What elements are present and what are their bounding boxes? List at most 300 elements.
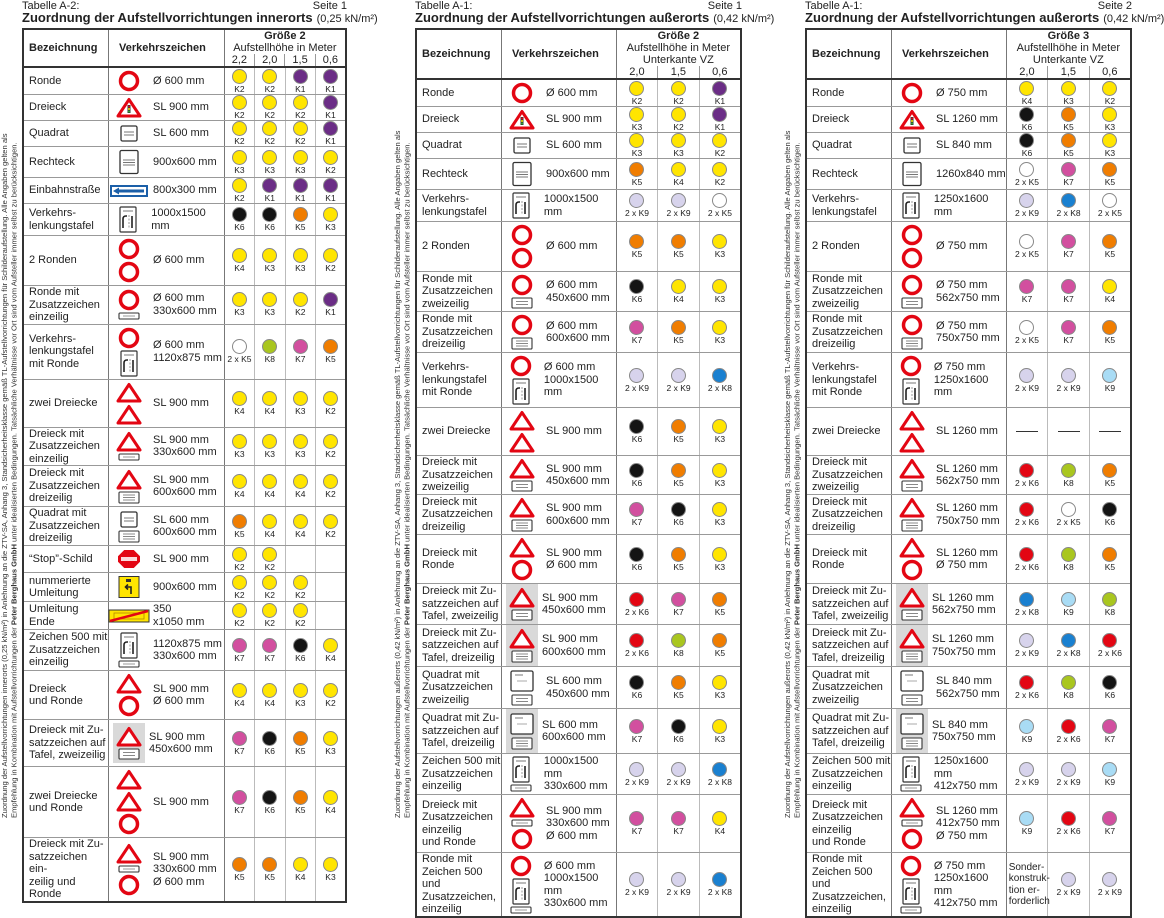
row-label: 2 Ronden — [23, 236, 109, 286]
sign-group — [109, 767, 224, 837]
stability-class-cell — [255, 546, 285, 573]
sign-group — [109, 573, 224, 601]
size-class: Größe 2 — [264, 30, 306, 42]
sign-group — [109, 508, 224, 545]
stability-class-cell — [616, 667, 658, 709]
stability-class-cell — [1048, 754, 1090, 795]
class-color-dot — [1102, 592, 1117, 607]
stability-class-label: K3 — [714, 561, 726, 572]
stability-class-cell — [1006, 709, 1048, 754]
table-row — [416, 584, 741, 625]
sign-dimensions: 1250x1600 mm 412x750 mm — [933, 755, 998, 793]
class-color-dot — [232, 474, 247, 489]
sign-cell — [502, 456, 617, 495]
stability-class-label: K7 — [1021, 294, 1033, 304]
ronde-sign-icon — [116, 327, 142, 349]
table-row — [23, 546, 346, 573]
class-color-dot — [1061, 463, 1076, 478]
sign-stack — [502, 495, 542, 534]
sign-cell — [502, 667, 617, 709]
stability-class-label: K2 — [264, 110, 276, 120]
sign-group — [502, 190, 616, 221]
class-color-dot — [1102, 872, 1117, 887]
side-note-text: unter idealisierten Bedingungen. Tatsächliche Verhältnisse vor Ort sind vom Aufsteller immer selbst zu berücksichtigen. — [792, 142, 802, 545]
stability-class-label: 2 x K9 — [666, 208, 691, 218]
stability-class-cell — [315, 602, 346, 630]
stability-class-cell — [285, 204, 315, 236]
row-label: Dreieck — [23, 95, 109, 121]
stability-class-cell — [1006, 107, 1048, 133]
table-row — [806, 754, 1131, 795]
stability-class-cell — [224, 630, 254, 671]
row-label: Einbahnstraße — [23, 178, 109, 204]
stability-class-label: K6 — [631, 294, 643, 304]
sign-group — [109, 68, 224, 94]
stability-class-label: 2 x K6 — [1014, 477, 1040, 488]
stability-class-label: K2 — [234, 83, 245, 94]
class-color-dot — [712, 107, 727, 122]
dreieck-sign-icon — [509, 537, 535, 558]
stability-class-label: K9 — [1021, 826, 1033, 836]
row-label: Ronde mit Zeichen 500 und Zusatzzeichen, einzeilig — [806, 853, 892, 918]
sign-group — [892, 584, 1006, 624]
class-color-dot — [1061, 234, 1076, 249]
sign-group — [109, 723, 224, 763]
table-row — [23, 720, 346, 767]
stability-class-label: 2 x K9 — [1056, 887, 1081, 897]
sign-dimensions: SL 900 mm 600x600 mm — [542, 633, 606, 658]
stability-class-label: K7 — [1104, 826, 1116, 836]
mounting-panel — [896, 625, 928, 666]
class-color-dot — [712, 675, 727, 690]
ronde-sign-icon — [898, 355, 924, 377]
stability-class-cell — [1048, 709, 1090, 754]
stability-class-label: 2 x K8 — [1056, 208, 1081, 218]
row-label: Quadrat mit Zusatzzeichen zweizeilig — [416, 667, 502, 709]
stability-class-label: K1 — [325, 307, 336, 318]
dreieck-sign-icon — [509, 458, 535, 479]
sign-dimensions: SL 900 mm — [546, 425, 602, 438]
stability-class-label: 2 x K6 — [624, 606, 650, 617]
class-color-dot — [671, 719, 686, 734]
class-color-dot — [671, 872, 686, 887]
row-label: Dreieck mit Zu- satzzeichen auf Tafel, zweizeilig — [806, 584, 892, 625]
table-row — [416, 535, 741, 584]
stability-class-cell — [1048, 190, 1090, 222]
sign-cell — [892, 667, 1007, 709]
stability-class-cell — [1089, 107, 1131, 133]
stability-class-label: K5 — [295, 222, 306, 232]
stability-class-label: K6 — [631, 434, 643, 444]
class-color-dot — [232, 339, 247, 354]
sign-dimensions: Ø 600 mm — [546, 240, 598, 253]
stability-class-label: 2 x K9 — [1014, 382, 1040, 393]
not-applicable-dash — [1016, 431, 1038, 432]
stability-class-cell — [1048, 456, 1090, 495]
quadrat-gross-sign-icon — [898, 669, 926, 693]
stability-class-cell — [224, 324, 254, 379]
class-color-dot — [232, 547, 247, 562]
zusatz-2-sign-icon — [116, 748, 142, 760]
sign-group — [502, 408, 616, 455]
class-color-dot — [629, 107, 644, 122]
stability-class-label: K6 — [295, 652, 306, 663]
stability-class-label: 2 x K5 — [1014, 334, 1040, 345]
class-color-dot — [323, 391, 338, 406]
class-color-dot — [1019, 762, 1034, 777]
side-note-text: unter idealisierten Bedingungen. Tatsächliche Verhältnisse vor Ort sind vom Aufsteller immer selbst zu berücksichtigen. — [9, 142, 19, 545]
class-color-dot — [671, 419, 686, 434]
group-header — [1007, 30, 1130, 78]
size-class: Größe 3 — [1047, 30, 1090, 42]
sign-cell — [892, 495, 1007, 535]
height-value: 2,2 — [231, 54, 248, 66]
stability-class-label: K3 — [1104, 148, 1116, 158]
zusatz-1-sign-icon — [899, 819, 925, 827]
class-color-dot — [293, 150, 308, 165]
stability-class-label: K7 — [234, 804, 245, 815]
sign-dimensions: SL 840 mm 750x750 mm — [932, 718, 996, 743]
stability-class-cell — [255, 466, 285, 507]
table-panel — [393, 0, 775, 916]
stability-class-label: 2 x K6 — [1014, 561, 1040, 572]
sign-dimensions: 350 x1050 mm — [153, 603, 205, 628]
stability-class-label: K3 — [673, 148, 684, 158]
stability-class-cell — [1048, 495, 1090, 535]
sign-dimensions: SL 900 mm 450x600 mm — [546, 462, 610, 487]
ronde-sign-icon — [899, 82, 925, 104]
stability-class-label: K5 — [234, 528, 245, 539]
stability-class-cell — [255, 121, 285, 147]
sign-dimensions: Ø 600 mm 330x600 mm — [153, 292, 217, 317]
stability-class-label: K1 — [325, 110, 336, 120]
row-label: Dreieck mit Ronde — [416, 535, 502, 584]
dreieck-sign-icon — [116, 382, 142, 403]
stability-class-cell — [224, 178, 254, 204]
class-color-dot — [629, 81, 644, 96]
stability-class-cell — [255, 178, 285, 204]
sign-cell — [109, 466, 225, 507]
stability-class-label: K3 — [1063, 95, 1074, 106]
stability-class-cell — [285, 379, 315, 427]
column-header-name: Bezeichnung — [806, 29, 892, 79]
stability-class-label: K3 — [714, 477, 726, 488]
stability-class-label: K5 — [673, 477, 684, 488]
sign-cell — [502, 584, 617, 625]
row-label: Dreieck mit Zusatzzeichen dreizeilig — [806, 495, 892, 535]
dreieck-sign-icon — [899, 497, 925, 518]
stability-class-label: K5 — [1104, 334, 1116, 345]
ronde-sign-icon — [899, 247, 925, 269]
class-color-dot — [712, 872, 727, 887]
sign-dimensions: SL 900 mm — [546, 113, 602, 126]
stability-class-label: 2 x K6 — [1056, 733, 1081, 744]
stability-class-label: K1 — [325, 83, 336, 94]
stability-class-label: K2 — [264, 561, 276, 572]
table-row — [416, 222, 741, 272]
stability-class-label: 2 x K8 — [707, 887, 732, 897]
class-color-dot — [232, 731, 247, 746]
stability-class-cell — [285, 602, 315, 630]
class-color-dot — [712, 633, 727, 648]
stability-class-cell — [658, 754, 700, 795]
load-value: (0,25 kN/m²) — [316, 13, 378, 25]
stability-class-cell — [224, 236, 254, 286]
sign-cell — [109, 324, 225, 379]
sign-dimensions: SL 900 mm 330x600 mm Ø 600 mm — [153, 850, 217, 888]
row-label: Quadrat mit Zu- satzzeichen auf Tafel, dreizeilig — [416, 709, 502, 754]
zusatz-2-sign-icon — [899, 694, 925, 706]
class-color-dot — [293, 514, 308, 529]
dreieck-sign-icon — [116, 673, 142, 694]
sign-dimensions: SL 1260 mm 562x750 mm — [932, 591, 996, 616]
sign-stack — [109, 325, 149, 379]
stability-class-cell — [616, 79, 658, 107]
stability-class-label: K2 — [631, 95, 643, 106]
stability-class-cell — [616, 625, 658, 667]
row-label: Verkehrs- lenkungstafel mit Ronde — [416, 353, 502, 408]
stability-class-label: K2 — [714, 176, 726, 187]
sign-group — [892, 495, 1006, 534]
sign-cell — [109, 573, 225, 602]
class-color-dot — [1061, 633, 1076, 648]
stability-class-label: K7 — [631, 733, 643, 744]
verkehrslenkungstafel-sign-icon — [508, 192, 534, 219]
header-row — [23, 29, 346, 67]
stability-class-label: K3 — [714, 294, 726, 304]
stability-class-label: K5 — [673, 434, 684, 444]
class-color-dot — [671, 633, 686, 648]
table-title — [805, 10, 1164, 25]
page-number: Seite 1 — [312, 0, 347, 12]
verkehrslenkungstafel-sign-icon — [898, 756, 924, 783]
stability-class-cell — [255, 204, 285, 236]
sign-cell — [502, 272, 617, 312]
sign-group — [892, 80, 1006, 106]
table-row — [416, 353, 741, 408]
title-text: Zuordnung der Aufstellvorrichtungen innerorts — [22, 10, 313, 25]
dreieck-sign-icon — [899, 410, 925, 431]
row-label: Verkehrs- lenkungstafel mit Ronde — [23, 324, 109, 379]
page-number: Seite 2 — [1097, 0, 1132, 12]
stability-class-label: K2 — [264, 618, 276, 628]
stability-class-label: K2 — [1104, 95, 1116, 106]
table-row — [416, 853, 741, 918]
sign-stack — [892, 222, 932, 271]
sign-cell — [892, 456, 1007, 495]
class-color-dot — [712, 133, 727, 148]
row-label: Dreieck und Ronde — [23, 671, 109, 720]
sign-stack — [502, 456, 542, 494]
class-color-dot — [262, 731, 277, 746]
sign-dimensions: Ø 600 mm 1120x875 mm — [153, 339, 222, 364]
group-header — [617, 30, 740, 78]
ronde-sign-icon — [899, 224, 925, 246]
stability-class-cell — [616, 272, 658, 312]
stability-class-cell — [255, 507, 285, 546]
zusatz-3-sign-icon — [899, 519, 925, 532]
sign-group — [892, 535, 1006, 583]
table-row — [806, 456, 1131, 495]
sign-dimensions: 1250x1600 mm — [933, 193, 989, 218]
sign-cell — [109, 286, 225, 325]
stability-class-label: K5 — [1104, 477, 1116, 488]
stability-class-cell — [616, 190, 658, 222]
header-row — [416, 29, 741, 79]
stability-class-cell — [315, 838, 346, 902]
side-note — [783, 30, 805, 818]
table-row — [416, 625, 741, 667]
stability-class-label: K4 — [264, 405, 276, 416]
stability-class-cell — [1006, 584, 1048, 625]
row-label: Verkehrs- lenkungstafel — [416, 190, 502, 222]
class-color-dot — [629, 133, 644, 148]
sign-dimensions: SL 1260 mm 750x750 mm — [932, 633, 996, 658]
sign-stack — [502, 272, 542, 311]
stability-class-cell — [224, 121, 254, 147]
special-note: Sonder- konstruk- tion er- forderlich — [1008, 861, 1050, 907]
header-row — [806, 29, 1131, 79]
class-color-dot — [262, 683, 277, 698]
stability-class-cell — [699, 625, 741, 667]
sign-stack — [502, 190, 540, 221]
sign-cell — [502, 795, 617, 853]
row-label: Ronde mit Zusatzzeichen einzeilig — [23, 286, 109, 325]
stability-class-cell — [285, 324, 315, 379]
height-columns — [225, 54, 345, 66]
class-color-dot — [1102, 279, 1117, 294]
sign-dimensions: SL 900 mm 330x600 mm — [153, 433, 217, 459]
table-row — [416, 272, 741, 312]
group-header — [225, 30, 345, 66]
stability-class-label: K2 — [234, 193, 245, 203]
class-color-dot — [1102, 633, 1117, 648]
table-row — [23, 67, 346, 95]
dreieck-sign-icon — [116, 791, 142, 812]
row-label: Ronde — [416, 79, 502, 107]
sign-dimensions: SL 600 mm 450x600 mm — [546, 675, 610, 700]
stability-class-cell — [1006, 795, 1048, 853]
sign-dimensions: SL 1260 mm Ø 750 mm — [936, 546, 998, 571]
sign-dimensions: Ø 600 mm — [153, 74, 205, 87]
class-color-dot — [262, 292, 277, 307]
row-label: Dreieck mit Zu- satzzeichen auf Tafel, zweizeilig — [416, 584, 502, 625]
stability-class-cell — [616, 107, 658, 133]
class-color-dot — [712, 502, 727, 517]
sign-stack — [109, 546, 149, 572]
sign-stack — [892, 272, 932, 311]
sign-group — [502, 667, 616, 708]
class-color-dot — [323, 248, 338, 263]
sign-stack — [109, 95, 149, 120]
sign-group — [892, 456, 1006, 494]
class-color-dot — [232, 178, 247, 193]
sign-group — [502, 535, 616, 583]
stability-class-cell — [315, 95, 346, 121]
stability-class-cell — [255, 236, 285, 286]
class-color-dot — [293, 603, 308, 618]
ronde-sign-icon — [509, 224, 535, 246]
sign-dimensions: 900x600 mm — [153, 155, 217, 168]
sign-group — [109, 95, 224, 120]
class-color-dot — [262, 339, 277, 354]
class-color-dot — [323, 790, 338, 805]
class-color-dot — [712, 592, 727, 607]
row-label: Ronde mit Zusatzzeichen zweizeilig — [806, 272, 892, 312]
stability-class-cell — [224, 427, 254, 466]
sign-group — [502, 456, 616, 494]
stability-class-cell — [699, 222, 741, 272]
row-label: Zeichen 500 mit Zusatzzeichen einzeilig — [416, 754, 502, 795]
umleitung-ende-sign-icon — [108, 609, 150, 623]
class-color-dot — [1061, 162, 1076, 177]
sign-dimensions: SL 1260 mm — [936, 425, 998, 438]
stability-class-label: K4 — [325, 804, 336, 815]
table-row — [806, 795, 1131, 853]
class-color-dot — [671, 811, 686, 826]
stability-class-cell — [1089, 584, 1131, 625]
company-name: Peter Berghaus GmbH — [402, 544, 412, 626]
class-color-dot — [629, 675, 644, 690]
table-row — [23, 767, 346, 838]
row-label: Quadrat mit Zusatzzeichen dreizeilig — [23, 507, 109, 546]
sign-group — [502, 107, 616, 132]
dreieck-ampel-sign-icon — [509, 109, 535, 130]
sign-group — [502, 625, 616, 666]
ronde-sign-icon — [116, 70, 142, 92]
stability-class-label: 2 x K9 — [624, 776, 650, 787]
stability-class-label: K3 — [714, 690, 726, 700]
stability-class-label: K2 — [673, 95, 684, 106]
class-color-dot — [262, 474, 277, 489]
sign-group — [892, 754, 1006, 794]
sign-dimensions: Ø 600 mm — [153, 254, 205, 267]
sign-cell — [502, 159, 617, 190]
class-color-dot — [293, 683, 308, 698]
stability-class-cell — [285, 67, 315, 95]
sign-group — [109, 287, 224, 322]
row-label: Dreieck mit Zu- satzzeichen auf Tafel, dreizeilig — [416, 625, 502, 667]
stability-class-label: K6 — [264, 745, 276, 756]
class-color-dot — [671, 234, 686, 249]
table-row — [23, 671, 346, 720]
stability-class-label: K3 — [264, 164, 276, 175]
mounting-panel — [506, 709, 538, 753]
stability-class-cell — [315, 546, 346, 573]
sign-cell — [892, 312, 1007, 353]
sign-cell — [502, 709, 617, 754]
row-label: zwei Dreiecke und Ronde — [23, 767, 109, 838]
stability-class-cell — [1048, 408, 1090, 456]
stability-class-cell — [1006, 754, 1048, 795]
sign-dimensions: SL 900 mm 330x600 mm Ø 600 mm — [546, 804, 610, 842]
stability-class-label: K3 — [631, 122, 643, 132]
stability-class-cell — [255, 671, 285, 720]
stability-class-label: K7 — [295, 354, 306, 364]
sign-cell — [892, 272, 1007, 312]
stability-class-cell — [255, 602, 285, 630]
mounting-panel — [113, 723, 145, 763]
stability-class-label: K6 — [673, 517, 684, 527]
class-color-dot — [323, 638, 338, 653]
class-color-dot — [1061, 547, 1076, 562]
class-color-dot — [1019, 81, 1034, 96]
stability-class-cell — [658, 853, 700, 918]
sign-group — [502, 709, 616, 753]
side-note-line-1: Zuordnung der Aufstellvorrichtungen außerorts (0,42 kN/m²) in Anlehnung an die ZTV-SA, Anhang 3, Standsicherheitsklasse gemäß TL-Aufstellvorrichtungen für Schilderaufstellung. Alle Angaben gelten als — [783, 130, 792, 818]
quadrat-sign-icon — [509, 136, 535, 155]
verkehrslenkungstafel-sign-icon — [508, 378, 534, 405]
